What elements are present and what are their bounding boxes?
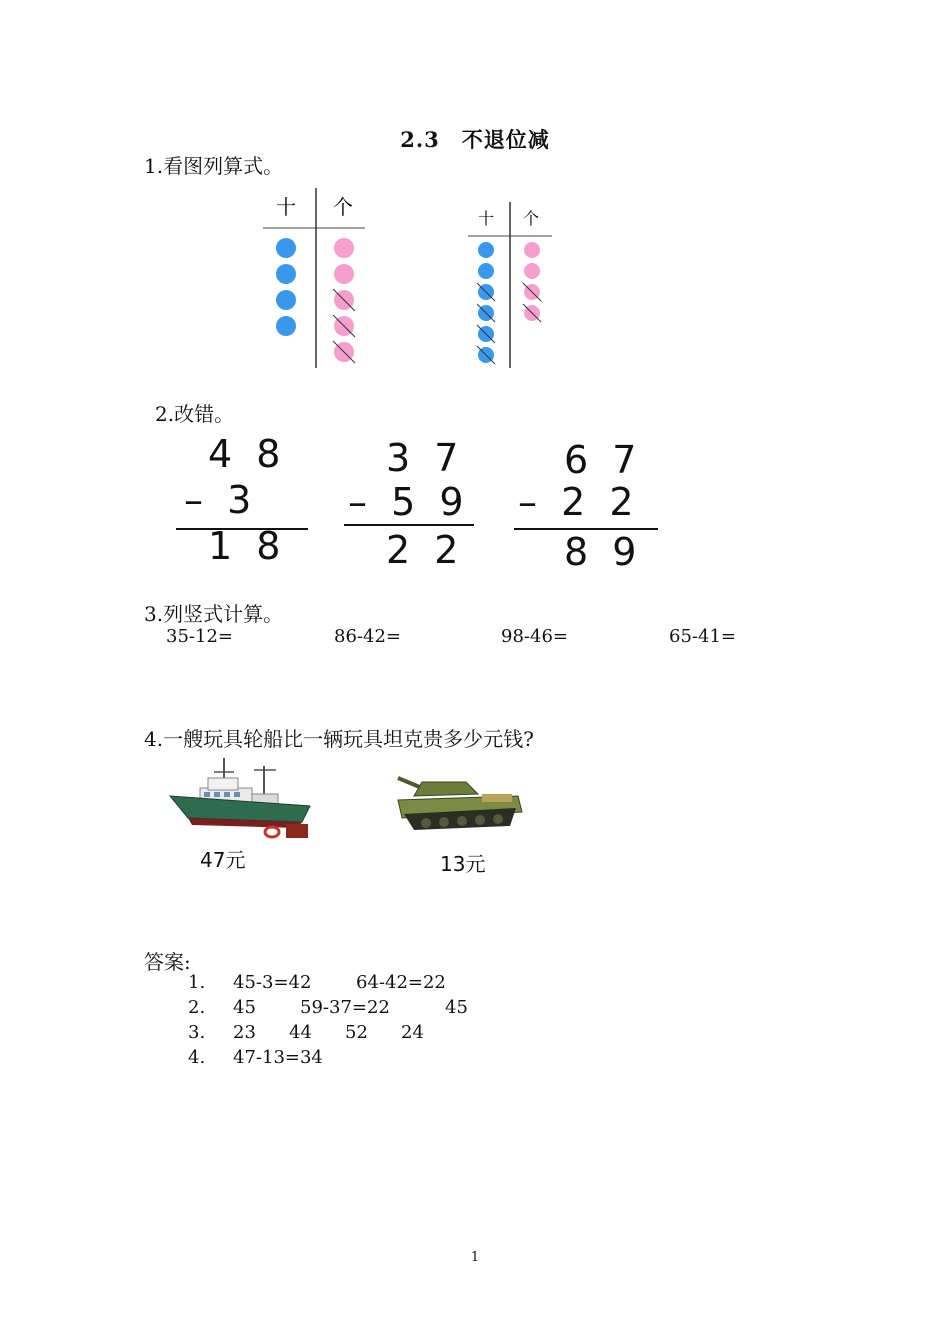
tens-bead [478,263,494,279]
tens-bead [276,290,296,310]
answer-part: 45 [445,997,468,1018]
answer-part: 44 [289,1022,312,1043]
answer-part: 24 [401,1022,424,1043]
correction-problem-3 [512,436,662,574]
minuend: 4 8 [208,432,287,476]
answer-part: 47-13=34 [233,1047,323,1068]
answer-part: 23 [233,1022,256,1043]
result: 2 2 [386,528,465,572]
vertical-calc-expr-4: 65-41= [669,626,736,647]
answer-number: 3. [188,1022,206,1043]
tank-icon [392,774,524,838]
subtrahend: – 5 9 [348,480,470,524]
tens-beads [276,238,296,336]
question-2-label: 2.改错。 [155,402,235,426]
ones-beads [333,238,355,363]
answers-heading: 答案: [144,950,191,974]
tens-beads [477,242,495,364]
minuend: 6 7 [564,438,643,482]
abacus-chart-1 [260,184,370,370]
tens-bead [276,264,296,284]
page-number: 1 [470,1250,480,1265]
page-title: 2.3 不退位减 [400,127,550,152]
tens-bead [478,242,494,258]
tens-bead [276,238,296,258]
question-4-label: 4.一艘玩具轮船比一辆玩具坦克贵多少元钱? [144,727,534,751]
ones-label: 个 [333,195,353,219]
question-3-label: 3.列竖式计算。 [144,602,284,626]
correction-problem-1 [170,432,315,567]
ones-bead [524,242,540,258]
ones-label: 个 [522,209,540,228]
correction-problem-2 [342,436,482,571]
answer-part: 52 [345,1022,368,1043]
ship-price: 47元 [200,848,246,872]
answer-line [344,524,474,526]
question-1-label: 1.看图列算式。 [144,154,284,178]
answer-number: 2. [188,997,206,1018]
tens-label: 十 [276,195,296,219]
answer-number: 1. [188,972,206,993]
answer-part: 45-3=42 [233,972,312,993]
answer-part: 45 [233,997,256,1018]
ones-bead [334,264,354,284]
vertical-calc-expr-2: 86-42= [334,626,401,647]
vertical-calc-expr-3: 98-46= [501,626,568,647]
abacus-chart-2 [466,200,556,372]
ones-bead [524,263,540,279]
subtrahend: – 2 2 [518,480,640,524]
answer-part: 59-37=22 [300,997,390,1018]
ones-beads [523,242,541,322]
answer-part: 64-42=22 [356,972,446,993]
vertical-calc-expr-1: 35-12= [166,626,233,647]
tens-label: 十 [477,209,495,228]
tank-price: 13元 [440,852,486,876]
result: 8 9 [564,530,643,574]
ship-icon [166,752,316,842]
ones-bead [334,238,354,258]
subtrahend: – 3 [184,478,258,522]
answer-number: 4. [188,1047,206,1068]
tens-bead [276,316,296,336]
result: 1 8 [208,524,287,568]
minuend: 3 7 [386,436,465,480]
